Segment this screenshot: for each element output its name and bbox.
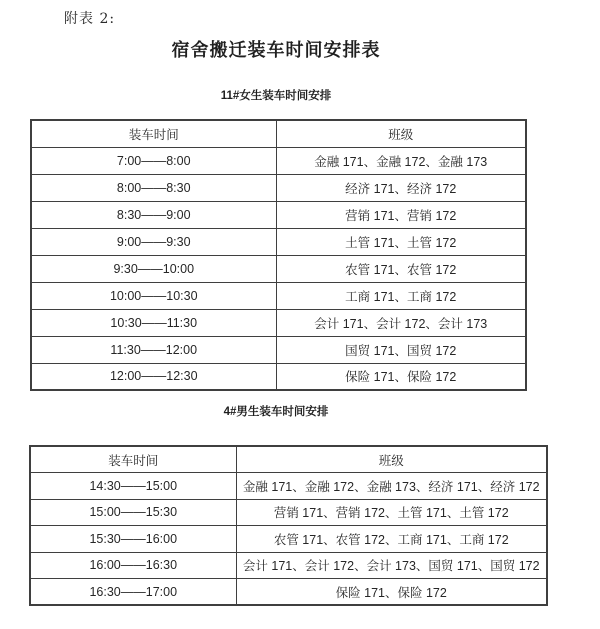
table-row <box>31 174 526 201</box>
column-header-time: 装车时间 <box>31 120 276 147</box>
table-row <box>30 526 547 553</box>
time-cell: 9:00——9:30 <box>31 228 276 255</box>
table-row <box>31 282 526 309</box>
time-cell: 12:00——12:30 <box>31 363 276 390</box>
time-cell: 16:30——17:00 <box>30 579 236 606</box>
time-cell: 9:30——10:00 <box>31 255 276 282</box>
time-cell: 8:00——8:30 <box>31 174 276 201</box>
table-row <box>30 473 547 500</box>
table-row <box>31 255 526 282</box>
time-cell: 10:00——10:30 <box>31 282 276 309</box>
table-header-row <box>31 120 526 147</box>
class-cell: 工商 171、工商 172 <box>276 282 526 309</box>
time-cell: 8:30——9:00 <box>31 201 276 228</box>
time-cell: 11:30——12:00 <box>31 336 276 363</box>
time-cell: 15:30——16:00 <box>30 526 236 553</box>
class-cell: 会计 171、会计 172、会计 173 <box>276 309 526 336</box>
class-cell: 农管 171、农管 172 <box>276 255 526 282</box>
time-cell: 16:00——16:30 <box>30 552 236 579</box>
page-title: 宿舍搬迁装车时间安排表 <box>171 40 381 60</box>
table-row <box>30 579 547 606</box>
column-header-time: 装车时间 <box>30 446 236 473</box>
table-row <box>31 309 526 336</box>
class-cell: 经济 171、经济 172 <box>276 174 526 201</box>
class-cell: 金融 171、金融 172、金融 173 <box>276 147 526 174</box>
class-cell: 会计 171、会计 172、会计 173、国贸 171、国贸 172 <box>236 552 547 579</box>
table-row <box>30 499 547 526</box>
boys-schedule-subtitle: 4#男生装车时间安排 <box>223 406 329 418</box>
table-row <box>31 336 526 363</box>
boys-schedule-table <box>29 445 548 606</box>
class-cell: 金融 171、金融 172、金融 173、经济 171、经济 172 <box>236 473 547 500</box>
class-cell: 保险 171、保险 172 <box>276 363 526 390</box>
table-row <box>31 228 526 255</box>
table-row <box>31 363 526 390</box>
table-row <box>30 552 547 579</box>
time-cell: 15:00——15:30 <box>30 499 236 526</box>
column-header-class: 班级 <box>276 120 526 147</box>
appendix-label: 附表 2: <box>64 11 116 27</box>
girls-schedule-subtitle: 11#女生装车时间安排 <box>220 90 332 102</box>
table-row <box>31 201 526 228</box>
time-cell: 10:30——11:30 <box>31 309 276 336</box>
class-cell: 国贸 171、国贸 172 <box>276 336 526 363</box>
class-cell: 营销 171、营销 172 <box>276 201 526 228</box>
class-cell: 土管 171、土管 172 <box>276 228 526 255</box>
girls-schedule-table <box>30 119 527 391</box>
class-cell: 保险 171、保险 172 <box>236 579 547 606</box>
time-cell: 14:30——15:00 <box>30 473 236 500</box>
class-cell: 农管 171、农管 172、工商 171、工商 172 <box>236 526 547 553</box>
table-header-row <box>30 446 547 473</box>
class-cell: 营销 171、营销 172、土管 171、土管 172 <box>236 499 547 526</box>
time-cell: 7:00——8:00 <box>31 147 276 174</box>
column-header-class: 班级 <box>236 446 547 473</box>
table-row <box>31 147 526 174</box>
